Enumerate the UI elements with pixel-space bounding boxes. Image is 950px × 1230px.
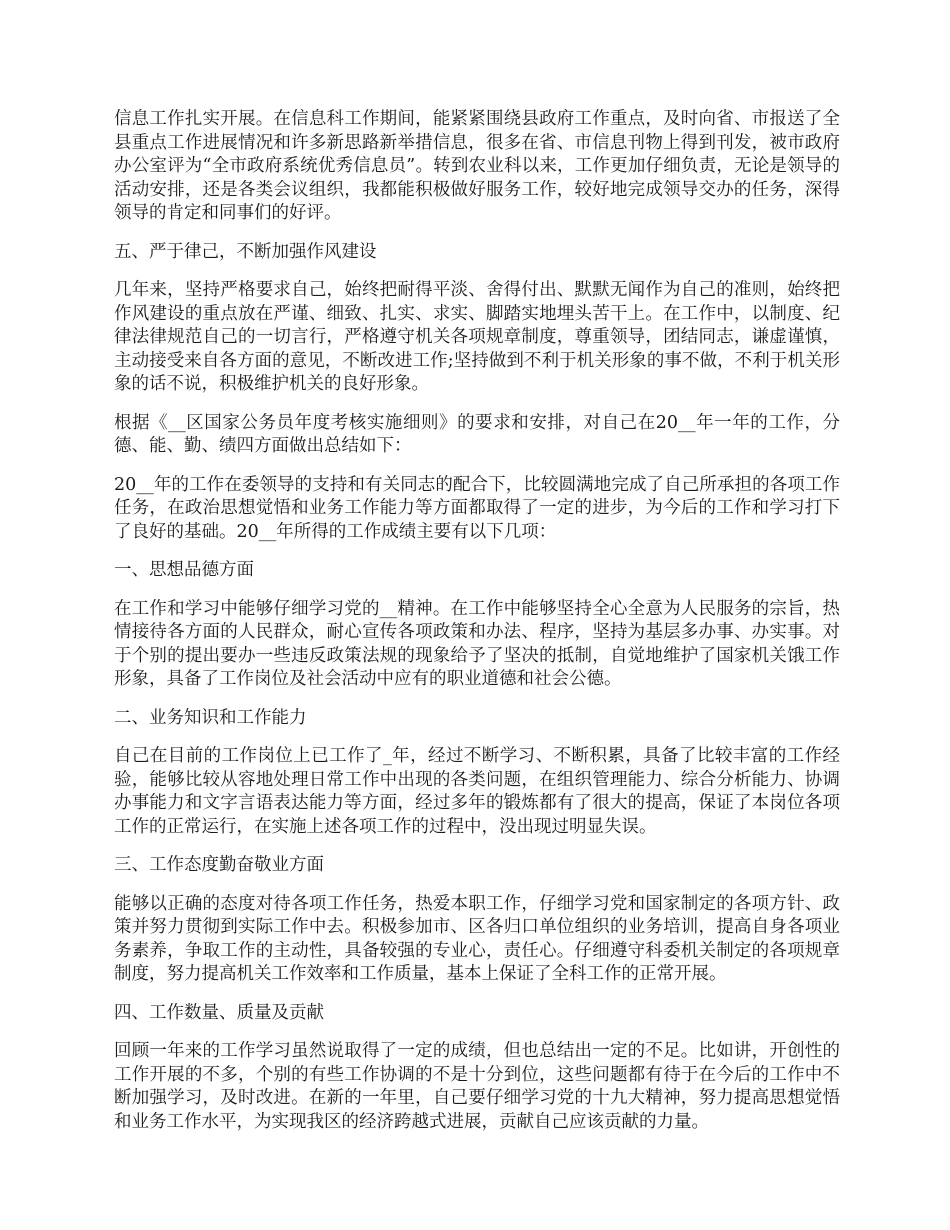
paragraph-work-style: 几年来，坚持严格要求自己，始终把耐得平淡、舍得付出、默默无闻作为自己的准则，始终把作风建设的重点放在严谨、细致、扎实、求实、脚踏实地埋头苦干上。在工作中，以制度、纪律法律规范自己的一切言行，严格遵守机关各项规章制度，尊重领导，团结同志，谦虚谨慎，主动接受来自各方面的意见，不断改进工作;坚持做到不利于机关形象的事不做，不利于机关形象的话不说，积极维护机关的良好形象。 — [114, 280, 840, 394]
heading-section-1: 一、思想品德方面 — [114, 560, 254, 580]
paragraph-year-summary: 20__年的工作在委领导的支持和有关同志的配合下，比较圆满地完成了自己所承担的各项工作任务，在政治思想觉悟和业务工作能力等方面都取得了一定的进步，为今后的工作和学习打下了良好的基础。20__年所得的工作成绩主要有以下几项： — [114, 474, 840, 542]
heading-section-3: 三、工作态度勤奋敬业方面 — [114, 855, 324, 875]
heading-section-2: 二、业务知识和工作能力 — [114, 707, 307, 728]
paragraph-work-attitude: 能够以正确的态度对待各项工作任务，热爱本职工作，仔细学习党和国家制定的各项方针、政策并努力贯彻到实际工作中去。积极参加市、区各归口单位组织的业务培训，提高自身各项业务素养，争取工作的主动性，具备较强的专业心，责任心。仔细遵守科委机关制定的各项规章制度，努力提高机关工作效率和工作质量，基本上保证了全科工作的正常开展。 — [114, 893, 840, 984]
paragraph-ideology: 在工作和学习中能够仔细学习党的__精神。在工作中能够坚持全心全意为人民服务的宗旨，热情接待各方面的人民群众，耐心宣传各项政策和办法、程序，坚持为基层多办事、办实事。对于个别的提出要办一些违反政策法规的现象给予了坚决的抵制，自觉地维护了国家机关饿工作形象，具备了工作岗位及社会活动中应有的职业道德和社会公德。 — [114, 598, 840, 689]
heading-section-5: 五、严于律己，不断加强作风建设 — [114, 241, 377, 262]
paragraph-review: 回顾一年来的工作学习虽然说取得了一定的成绩，但也总结出一定的不足。比如讲，开创性的工作开展的不多，个别的有些工作协调的不是十分到位，这些问题都有待于在今后的工作中不断加强学习，及时改进。在新的一年里，自己要仔细学习党的十九大精神，努力提高思想觉悟和业务工作水平，为实现我区的经济跨越式进展，贡献自己应该贡献的力量。 — [114, 1041, 840, 1132]
paragraph-business-ability: 自己在目前的工作岗位上已工作了_年，经过不断学习、不断积累，具备了比较丰富的工作经验，能够比较从容地处理日常工作中出现的各类问题，在组织管理能力、综合分析能力、协调办事能力和文字言语表达能力等方面，经过多年的锻炼都有了很大的提高，保证了本岗位各项工作的正常运行，在实施上述各项工作的过程中，没出现过明显失误。 — [114, 746, 840, 837]
heading-section-4: 四、工作数量、质量及贡献 — [114, 1002, 324, 1023]
paragraph-assessment-intro: 根据《__区国家公务员年度考核实施细则》的要求和安排，对自己在20__年一年的工作，分德、能、勤、绩四方面做出总结如下： — [114, 412, 840, 456]
paragraph-info-work: 信息工作扎实开展。在信息科工作期间，能紧紧围绕县政府工作重点，及时向省、市报送了全县重点工作进展情况和许多新思路新举措信息，很多在省、市信息刊物上得到刊发，被市政府办公室评为“全市政府系统优秀信息员”。转到农业科以来，工作更加仔细负责，无论是领导的活动安排，还是各类会议组织，我都能积极做好服务工作，较好地完成领导交办的任务，深得领导的肯定和同事们的好评。 — [114, 109, 840, 223]
document-body — [114, 108, 840, 1149]
